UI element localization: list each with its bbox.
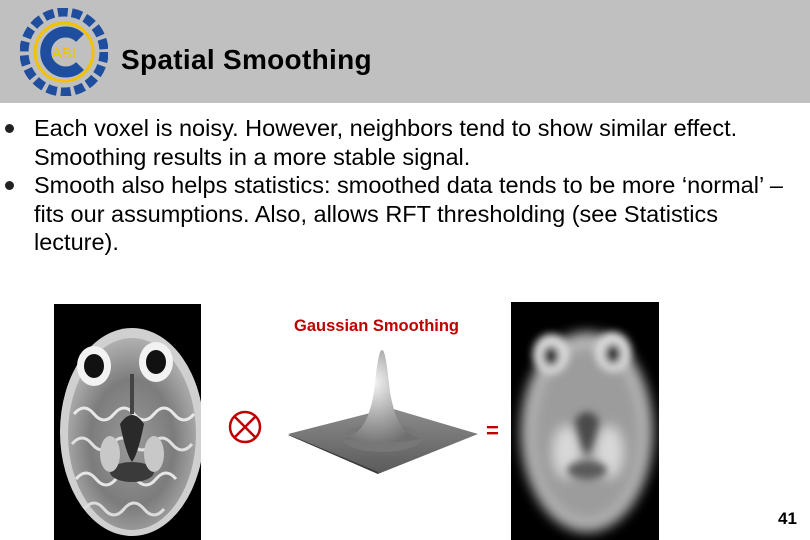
bullet-text: Each voxel is noisy. However, neighbors tend to show similar effect. Smoothing results in a more stable signal.: [34, 115, 738, 170]
bullet-text: Smooth also helps statistics: smoothed data tends to be more ‘normal’ – fits our assumptions. Also, allows RFT thresholding (see Statistics lecture).: [34, 172, 783, 255]
bullet-dot-icon: [5, 181, 14, 190]
gaussian-kernel-surface-image: [286, 346, 480, 476]
equals-sign: =: [486, 418, 499, 443]
bullet-item: [0, 114, 800, 171]
page-number: 41: [778, 509, 797, 528]
bullet-dot-icon: [5, 124, 14, 133]
circle-times-icon: [227, 405, 263, 447]
logo-text: ABI: [51, 45, 77, 62]
slide-title: Spatial Smoothing: [121, 44, 372, 75]
brain-mri-original-image: [54, 304, 201, 540]
bullet-item: [0, 171, 800, 257]
abi-logo: [20, 8, 108, 96]
gaussian-smoothing-label: Gaussian Smoothing: [294, 317, 460, 335]
slide-header: [0, 0, 810, 103]
bullet-list: [0, 114, 800, 257]
brain-mri-smoothed-image: [511, 302, 659, 540]
